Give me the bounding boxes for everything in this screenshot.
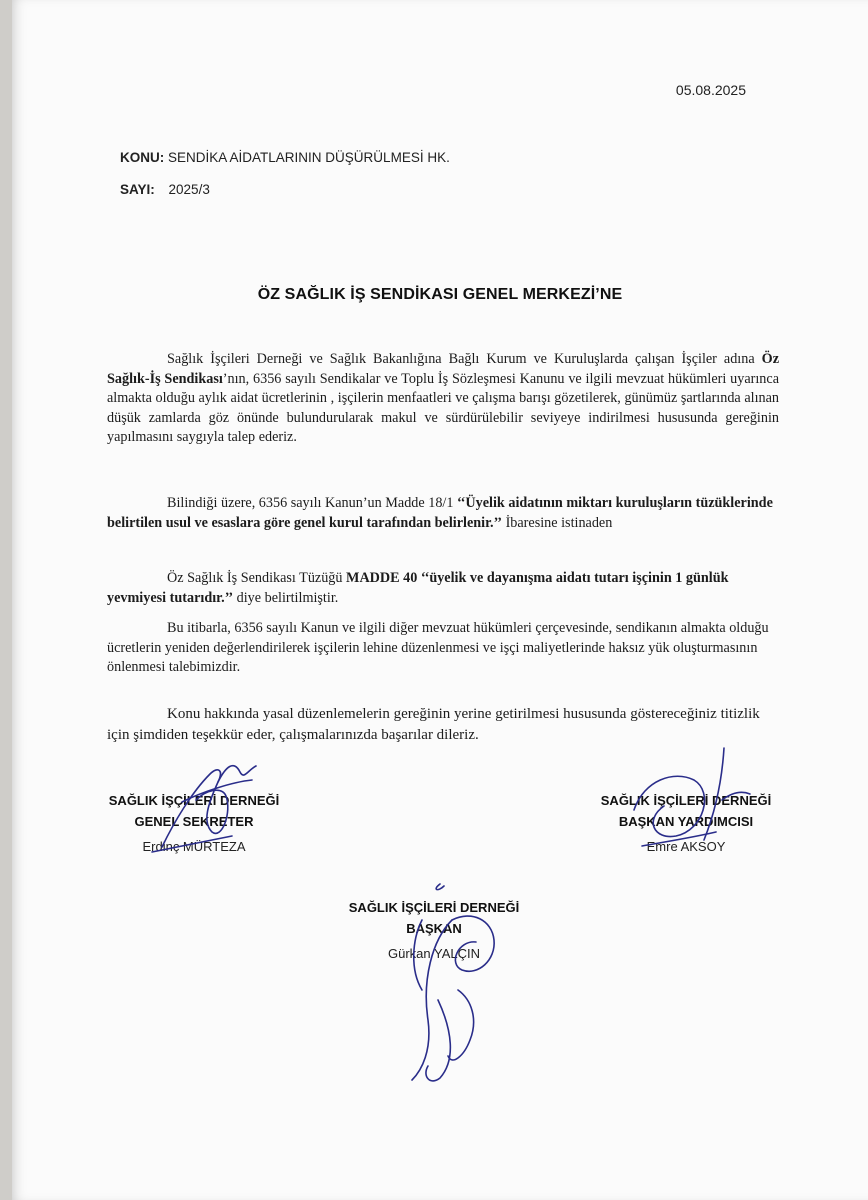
- signature-org: SAĞLIK İŞÇİLERİ DERNEĞİ: [108, 793, 280, 808]
- p3-intro: Öz Sağlık İş Sendikası Tüzüğü: [167, 570, 347, 586]
- p3-article: MADDE 40 ‘‘üyelik ve dayanışma aidatı tutarı işçinin 1 günlük yevmiyesi tutarıdır.’’: [107, 570, 729, 606]
- document-date: 05.08.2025: [675, 82, 746, 98]
- p1-rest: ’nın, 6356 sayılı Sendikalar ve Toplu İş Sözleşmesi Kanunu ve ilgili mevzuat hükümleri uyarınca almakta olduğu aylık aidat ücretlerinin , işçilerin menfaatleri ve çalışma barışı gözetilerek, günümüz şartlarında alınan düşük zamlarda göz önünde bulundurularak makul ve sürdürülebilir seviyeye indirilmesi hususunda gereğinin yapılmasını saygıyla talep ederiz.: [107, 370, 779, 446]
- signature-org: SAĞLIK İŞÇİLERİ DERNEĞİ: [348, 900, 520, 915]
- signature-block-president: [334, 897, 534, 964]
- signature-name: Gürkan YALÇIN: [387, 946, 480, 961]
- letter-page: [12, 0, 868, 1200]
- paragraph-2: [107, 494, 779, 533]
- subject-line: [120, 150, 450, 165]
- signature-block-secretary: [94, 790, 294, 857]
- subject-label: KONU:: [120, 150, 165, 165]
- signature-title: BAŞKAN YARDIMCISI: [618, 814, 754, 829]
- p1-intro: Sağlık İşçileri Derneği ve Sağlık Bakanlığına Bağlı Kurum ve Kuruluşlarda çalışan İşçiler adına: [167, 351, 755, 367]
- letter-heading: ÖZ SAĞLIK İŞ SENDİKASI GENEL MERKEZİ’NE: [257, 286, 623, 303]
- signature-name: Emre AKSOY: [646, 839, 726, 854]
- p2-rest: İbaresine istinaden: [502, 514, 613, 531]
- signature-block-vice-president: [586, 790, 786, 857]
- paragraph-1: [107, 350, 779, 448]
- number-label: SAYI:: [120, 182, 155, 197]
- signature-title: BAŞKAN: [406, 921, 462, 936]
- paragraph-4: Bu itibarla, 6356 sayılı Kanun ve ilgili diğer mevzuat hükümleri çerçevesinde, sendikanın almakta olduğu ücretlerin yeniden değerlendirilerek işçilerin lehine düzenlenmesi ve işçi maliyetlerinde haksız yük oluşturmasının önlenmesi talebimizdir.: [107, 620, 769, 676]
- p1-union-name: Öz Sağlık-İş Sendikası: [107, 351, 780, 387]
- number-text: 2025/3: [168, 182, 210, 197]
- p2-quote: ‘‘Üyelik aidatının miktarı kuruluşların tüzüklerinde belirtilen usul ve esaslara göre genel kurul tarafından belirlenir.’’: [107, 495, 773, 531]
- signature-org: SAĞLIK İŞÇİLERİ DERNEĞİ: [600, 793, 772, 808]
- p3-rest: diye belirtilmiştir.: [233, 589, 339, 606]
- number-line: [120, 182, 210, 197]
- p2-intro: Bilindiği üzere, 6356 sayılı Kanun’un Madde 18/1: [167, 495, 458, 511]
- paragraph-3: [107, 569, 779, 608]
- subject-text: SENDİKA AİDATLARININ DÜŞÜRÜLMESİ HK.: [168, 150, 450, 165]
- paragraph-5: Konu hakkında yasal düzenlemelerin gereğinin yerine getirilmesi hususunda göstereceğiniz titizlik için şimdiden teşekkür eder, çalışmalarınızda başarılar dileriz.: [107, 706, 760, 743]
- signature-title: GENEL SEKRETER: [134, 814, 254, 829]
- signature-name: Erdinç MÜRTEZA: [142, 839, 246, 854]
